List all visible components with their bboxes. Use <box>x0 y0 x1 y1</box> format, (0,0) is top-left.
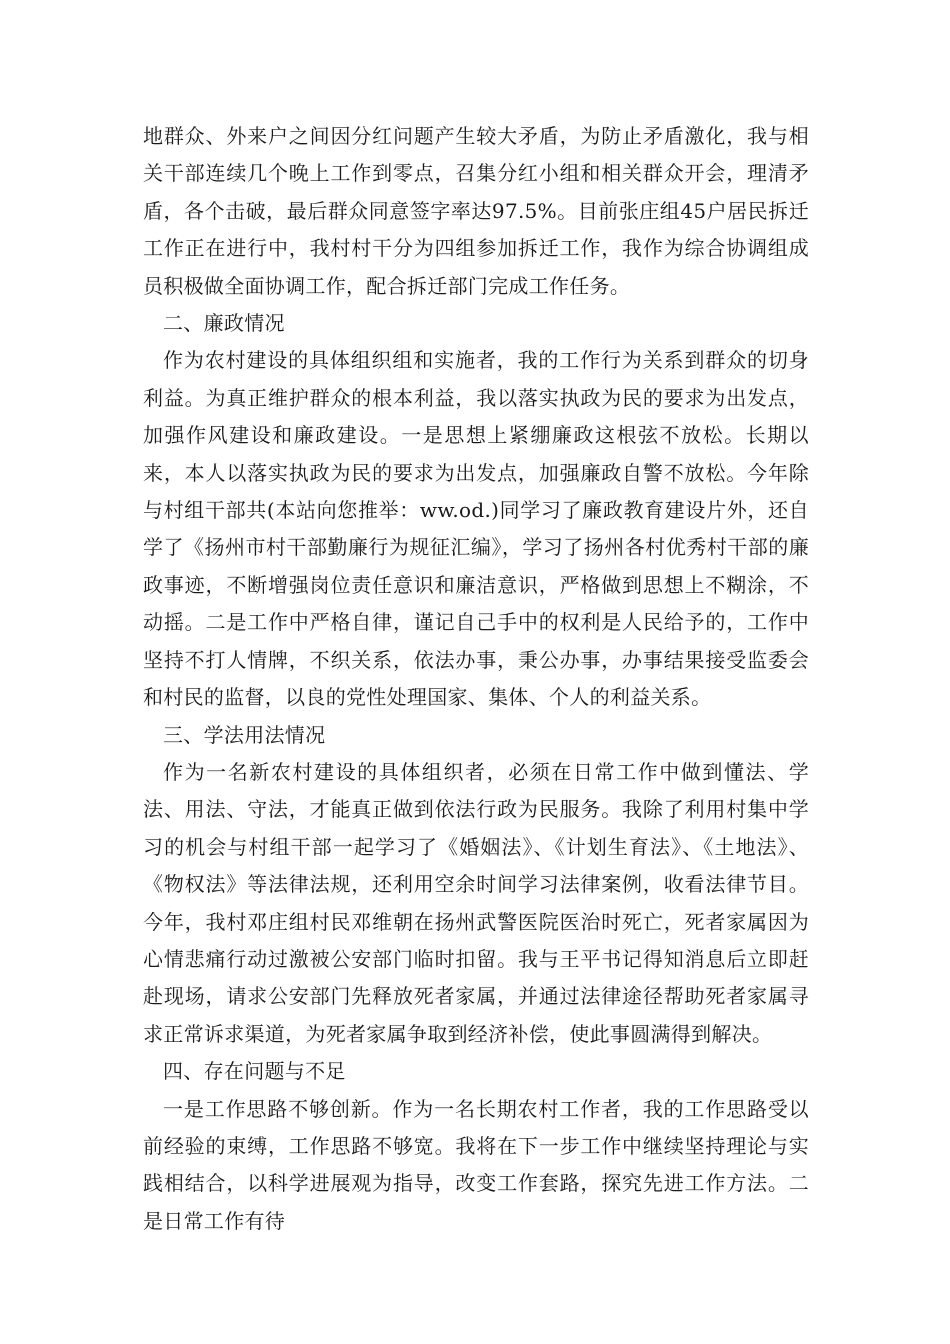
paragraph-integrity: 作为农村建设的具体组织组和实施者，我的工作行为关系到群众的切身利益。为真正维护群众的根本利益，我以落实执政为民的要求为出发点，加强作风建设和廉政建设。一是思想上紧绷廉政这根弦不放松。长期以来，本人以落实执政为民的要求为出发点，加强廉政自警不放松。今年除与村组干部共(本站向您推举：ww.od.)同学习了廉政教育建设片外，还自学了《扬州市村干部勤廉行为规征汇编》，学习了扬州各村优秀村干部的廉政事迹，不断增强岗位责任意识和廉洁意识，严格做到思想上不糊涂，不动摇。二是工作中严格自律，谨记自己手中的权利是人民给予的，工作中坚持不打人情牌，不织关系，依法办事，秉公办事，办事结果接受监委会和村民的监督，以良的党性处理国家、集体、个人的利益关系。 <box>143 348 809 710</box>
paragraph-law-study: 作为一名新农村建设的具体组织者，必须在日常工作中做到懂法、学法、用法、守法，才能真正做到依法行政为民服务。我除了利用村集中学习的机会与村组干部一起学习了《婚姻法》、《计划生育法》、《土地法》、《物权法》等法律法规，还利用空余时间学习法律案例，收看法律节目。今年，我村邓庄组村民邓维朝在扬州武警医院医治时死亡，死者家属因为心情悲痛行动过激被公安部门临时扣留。我与王平书记得知消息后立即赶赴现场，请求公安部门先释放死者家属，并通过法律途径帮助死者家属寻求正常诉求渠道，为死者家属争取到经济补偿，使此事圆满得到解决。 <box>143 759 809 1046</box>
section-heading-problems: 四、存在问题与不足 <box>163 1059 346 1084</box>
section-heading-integrity: 二、廉政情况 <box>163 311 285 336</box>
paragraph-problems: 一是工作思路不够创新。作为一名长期农村工作者，我的工作思路受以前经验的束缚，工作思路不够宽。我将在下一步工作中继续坚持理论与实践相结合，以科学进展观为指导，改变工作套路，探究先进工作方法。二是日常工作有待 <box>143 1096 809 1233</box>
document-body <box>143 118 809 1240</box>
section-heading-law-study: 三、学法用法情况 <box>163 722 326 747</box>
paragraph-continuation: 地群众、外来户之间因分红问题产生较大矛盾，为防止矛盾激化，我与相关干部连续几个晚上工作到零点，召集分红小组和相关群众开会，理清矛盾，各个击破，最后群众同意签字率达97.5%。目前张庄组45户居民拆迁工作正在进行中，我村村干分为四组参加拆迁工作，我作为综合协调组成员积极做全面协调工作，配合拆迁部门完成工作任务。 <box>143 124 809 298</box>
